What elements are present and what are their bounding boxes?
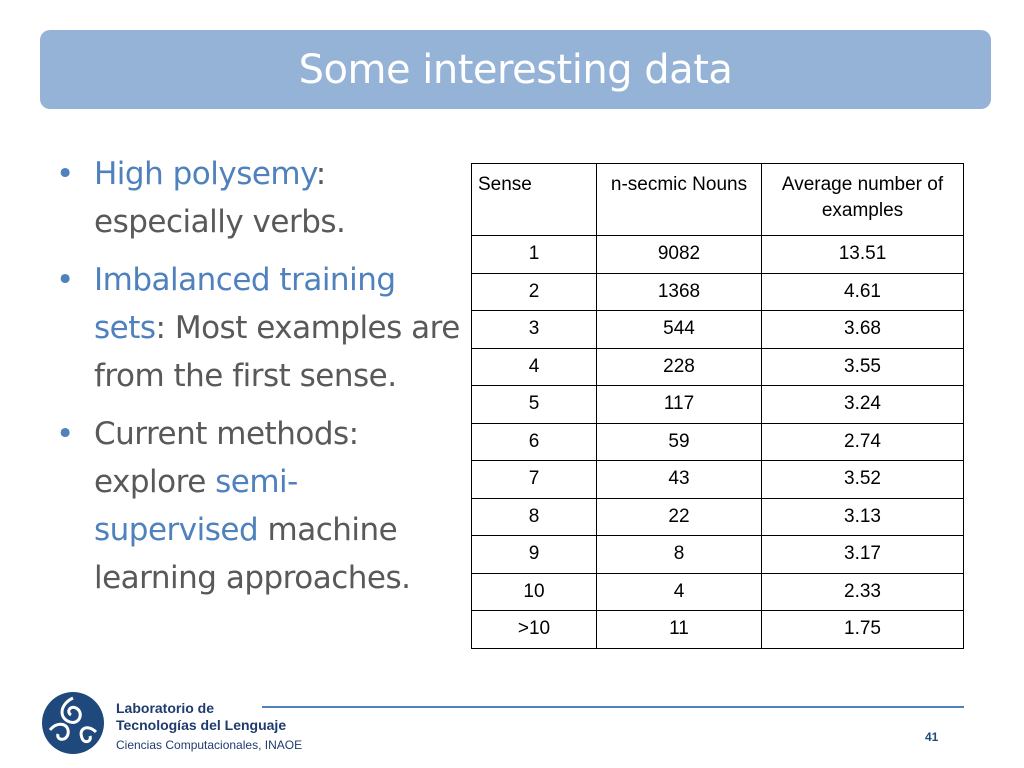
table-row <box>472 423 964 461</box>
bullet-dot-icon: • <box>56 156 74 192</box>
cell-average: 1.75 <box>762 611 964 649</box>
cell-sense: 5 <box>472 386 597 424</box>
cell-nouns: 59 <box>597 423 762 461</box>
lab-name-block <box>116 700 302 754</box>
table-row <box>472 348 964 386</box>
bullet-highlight: High polysemy <box>94 156 316 192</box>
table-row <box>472 611 964 649</box>
bullet-text: : Most examples are from the first sense. <box>94 310 460 394</box>
cell-nouns: 43 <box>597 461 762 499</box>
table-row <box>472 236 964 274</box>
table-row <box>472 311 964 349</box>
cell-sense: 7 <box>472 461 597 499</box>
cell-sense: 2 <box>472 273 597 311</box>
cell-nouns: 544 <box>597 311 762 349</box>
footer-divider <box>262 706 964 708</box>
cell-average: 3.68 <box>762 311 964 349</box>
bullet-text: : especially verbs. <box>94 156 346 240</box>
bullet-highlight: Imbalanced training sets <box>94 262 396 346</box>
cell-nouns: 8 <box>597 536 762 574</box>
inaoe-logo-icon <box>40 690 106 756</box>
cell-nouns: 117 <box>597 386 762 424</box>
bullet-text: machine learning approaches. <box>94 512 411 596</box>
table-body <box>472 236 964 649</box>
cell-average: 2.74 <box>762 423 964 461</box>
bullet-dot-icon: • <box>56 416 74 452</box>
cell-sense: 4 <box>472 348 597 386</box>
cell-sense: 6 <box>472 423 597 461</box>
table-row <box>472 536 964 574</box>
cell-nouns: 4 <box>597 573 762 611</box>
header-nouns: n-secmic Nouns <box>597 164 762 236</box>
bullet-item <box>56 256 461 400</box>
cell-average: 3.52 <box>762 461 964 499</box>
table-row <box>472 386 964 424</box>
cell-average: 3.24 <box>762 386 964 424</box>
bullet-text-pre: Current methods: explore <box>94 416 359 500</box>
bullet-highlight: semi-supervised <box>94 464 298 548</box>
sense-data-table <box>471 163 964 649</box>
table-row <box>472 273 964 311</box>
lab-subtitle: Ciencias Computacionales, INAOE <box>116 738 303 752</box>
cell-average: 13.51 <box>762 236 964 274</box>
cell-sense: 9 <box>472 536 597 574</box>
header-sense: Sense <box>472 164 597 236</box>
lab-name-line1: Laboratorio de <box>116 700 215 716</box>
cell-average: 3.13 <box>762 498 964 536</box>
bullet-list <box>56 150 461 612</box>
title-bar <box>40 30 991 109</box>
header-average: Average number of examples <box>762 164 964 236</box>
cell-average: 2.33 <box>762 573 964 611</box>
cell-nouns: 11 <box>597 611 762 649</box>
cell-sense: 3 <box>472 311 597 349</box>
cell-nouns: 22 <box>597 498 762 536</box>
table-row <box>472 498 964 536</box>
cell-sense: 1 <box>472 236 597 274</box>
cell-nouns: 9082 <box>597 236 762 274</box>
table-row <box>472 461 964 499</box>
bullet-item <box>56 150 461 246</box>
cell-average: 3.55 <box>762 348 964 386</box>
slide-title: Some interesting data <box>298 46 733 93</box>
bullet-item <box>56 410 461 602</box>
cell-sense: 8 <box>472 498 597 536</box>
page-number: 41 <box>925 730 939 744</box>
cell-nouns: 228 <box>597 348 762 386</box>
table-row <box>472 573 964 611</box>
table-header-row <box>472 164 964 236</box>
cell-sense: >10 <box>472 611 597 649</box>
cell-average: 4.61 <box>762 273 964 311</box>
cell-sense: 10 <box>472 573 597 611</box>
cell-nouns: 1368 <box>597 273 762 311</box>
bullet-dot-icon: • <box>56 262 74 298</box>
cell-average: 3.17 <box>762 536 964 574</box>
lab-name-line2: Tecnologías del Lenguaje <box>116 717 287 733</box>
